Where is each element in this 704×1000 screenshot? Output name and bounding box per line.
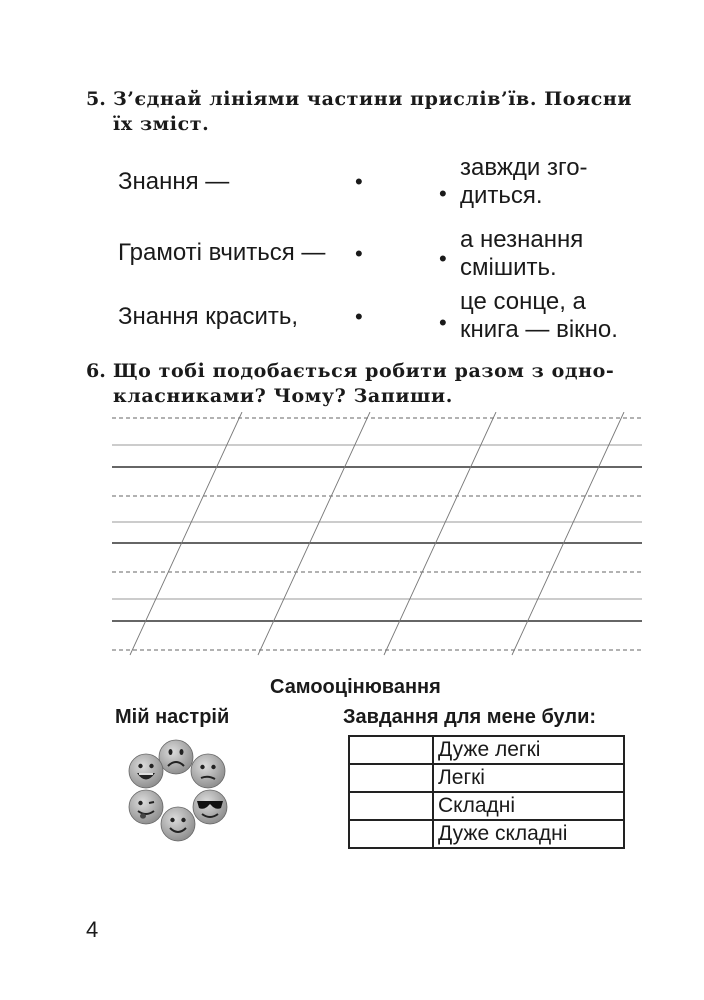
task-6-instruction-line-2: класниками? Чому? Запиши. (113, 385, 453, 407)
grinning-face-icon[interactable] (128, 753, 164, 789)
rating-checkbox-1[interactable] (349, 736, 433, 764)
rating-option-label: Дуже складні (433, 820, 624, 848)
connect-dot-left-1[interactable]: • (355, 169, 363, 194)
handwriting-lines-area[interactable] (112, 412, 642, 657)
rating-checkbox-2[interactable] (349, 764, 433, 792)
page-number: 4 (86, 917, 99, 942)
sunglasses-face-icon[interactable] (192, 789, 228, 825)
task-6-instruction-line-1: Що тобі подобається робити разом з одно- (113, 360, 615, 382)
task-5-instruction-line-2: їх зміст. (113, 113, 210, 135)
smiling-face-icon[interactable] (160, 806, 196, 842)
rating-option-label: Легкі (433, 764, 624, 792)
table-row (349, 820, 624, 848)
proverb-end-2-line-2: смішить. (460, 254, 557, 281)
mood-label: Мій настрій (115, 706, 230, 728)
neutral-face-icon[interactable] (190, 753, 226, 789)
rating-checkbox-4[interactable] (349, 820, 433, 848)
rating-option-label: Складні (433, 792, 624, 820)
connect-dot-right-2[interactable]: • (439, 246, 447, 271)
connect-dot-right-3[interactable]: • (439, 310, 447, 335)
task-5-instruction-line-1: З’єднай лініями частини прислів’їв. Поясни (113, 88, 633, 110)
self-assessment-title: Самооцінювання (270, 676, 441, 698)
table-row (349, 792, 624, 820)
proverb-end-3-line-1: це сонце, а (460, 288, 586, 315)
proverb-start-3: Знання красить, (118, 303, 299, 330)
table-row (349, 764, 624, 792)
difficulty-rating-table (348, 735, 625, 849)
proverb-end-1-line-1: завжди зго- (460, 154, 588, 181)
proverb-end-3-line-2: книга — вікно. (460, 316, 618, 343)
connect-dot-right-1[interactable]: • (439, 181, 447, 206)
proverb-start-1: Знання — (118, 168, 230, 195)
task-5-number: 5. (86, 88, 106, 110)
tongue-face-icon[interactable] (128, 789, 164, 825)
connect-dot-left-2[interactable]: • (355, 241, 363, 266)
connect-dot-left-3[interactable]: • (355, 304, 363, 329)
task-6-number: 6. (86, 360, 106, 382)
rating-checkbox-3[interactable] (349, 792, 433, 820)
proverb-start-2: Грамоті вчиться — (118, 239, 326, 266)
proverb-end-2-line-1: а незнання (460, 226, 584, 253)
tasks-difficulty-label: Завдання для мене були: (343, 706, 597, 728)
table-row (349, 736, 624, 764)
rating-option-label: Дуже легкі (433, 736, 624, 764)
proverb-end-1-line-2: диться. (460, 182, 543, 209)
